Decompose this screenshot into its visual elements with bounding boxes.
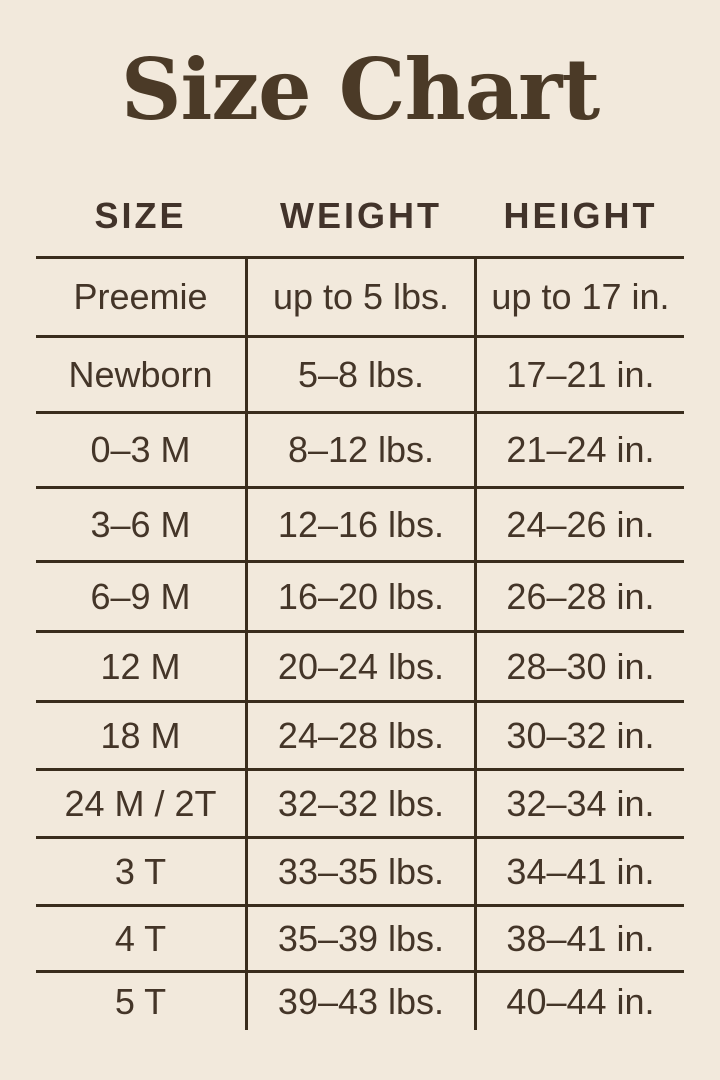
table-cell: 35–39 lbs. [245,904,477,970]
table-cell: 28–30 in. [477,630,684,700]
table-cell: 5 T [36,970,245,1030]
table-cell: Newborn [36,335,245,411]
table-cell: 33–35 lbs. [245,836,477,904]
table-cell: up to 17 in. [477,256,684,335]
table-cell: 38–41 in. [477,904,684,970]
table-cell: 26–28 in. [477,560,684,630]
table-cell: 12–16 lbs. [245,486,477,560]
table-cell: 32–34 in. [477,768,684,836]
table-cell: 8–12 lbs. [245,411,477,486]
table-cell: 6–9 M [36,560,245,630]
table-cell: 40–44 in. [477,970,684,1030]
table-cell: up to 5 lbs. [245,256,477,335]
table-cell: 3–6 M [36,486,245,560]
page-title: Size Chart [120,40,600,139]
column-header-height: HEIGHT [503,195,658,236]
table-cell: 24–28 lbs. [245,700,477,768]
table-cell: 32–32 lbs. [245,768,477,836]
table-header-row [36,194,684,238]
table-cell: 24–26 in. [477,486,684,560]
column-header-weight: WEIGHT [280,195,442,236]
table-cell: 18 M [36,700,245,768]
table-cell: 24 M / 2T [36,768,245,836]
table-cell: 3 T [36,836,245,904]
column-header-size: SIZE [94,195,187,236]
table-cell: 5–8 lbs. [245,335,477,411]
table-cell: 39–43 lbs. [245,970,477,1030]
table-cell: 0–3 M [36,411,245,486]
table-cell: 30–32 in. [477,700,684,768]
table-cell: 16–20 lbs. [245,560,477,630]
table-cell: 12 M [36,630,245,700]
table-cell: 34–41 in. [477,836,684,904]
table-cell: 20–24 lbs. [245,630,477,700]
table-cell: 17–21 in. [477,335,684,411]
table-cell: Preemie [36,256,245,335]
table-cell: 4 T [36,904,245,970]
size-table [36,256,684,1030]
table-cell: 21–24 in. [477,411,684,486]
